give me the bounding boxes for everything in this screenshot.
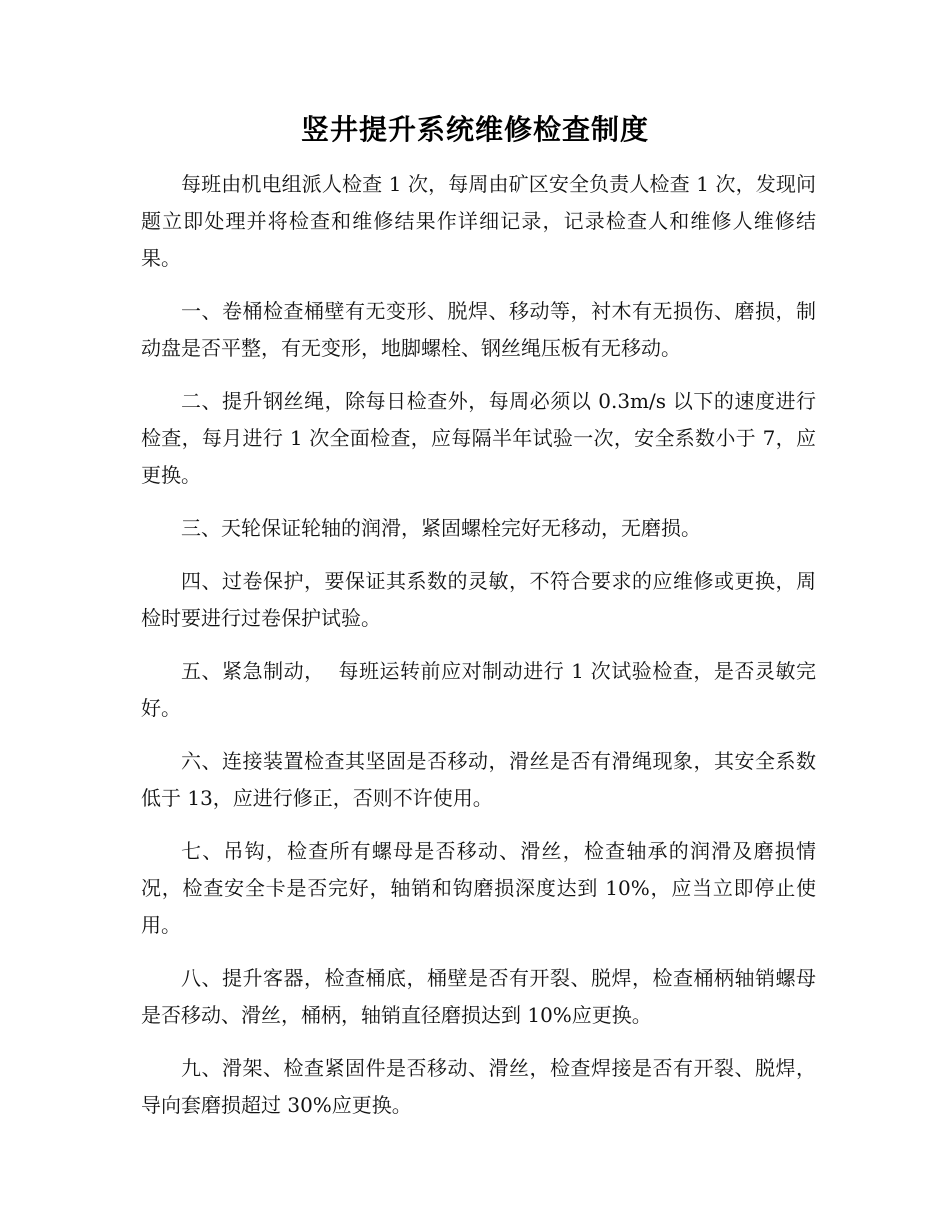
section-6-paragraph: 六、连接装置检查其坚固是否移动，滑丝是否有滑绳现象，其安全系数低于 13，应进行修正，否则不许使用。 [141,749,816,810]
section-9-paragraph: 九、滑架、检查紧固件是否移动、滑丝，检查焊接是否有开裂、脱焊，导向套磨损超过 30%应更换。 [141,1056,816,1117]
section-2-paragraph: 二、提升钢丝绳，除每日检查外，每周必须以 0.3m/s 以下的速度进行检查，每月进行 1 次全面检查，应每隔半年试验一次，安全系数小于 7，应更换。 [141,389,816,487]
section-5-paragraph: 五、紧急制动， 每班运转前应对制动进行 1 次试验检查，是否灵敏完好。 [141,659,816,720]
section-7-paragraph: 七、吊钩，检查所有螺母是否移动、滑丝，检查轴承的润滑及磨损情况，检查安全卡是否完好，轴销和钩磨损深度达到 10%，应当立即停止使用。 [141,839,816,937]
intro-paragraph: 每班由机电组派人检查 1 次，每周由矿区安全负责人检查 1 次，发现问题立即处理并将检查和维修结果作详细记录，记录检查人和维修人维修结果。 [141,172,816,270]
document-title: 竖井提升系统维修检查制度 [300,113,649,146]
document-body [141,166,816,1140]
section-3-paragraph: 三、天轮保证轮轴的润滑，紧固螺栓完好无移动，无磨损。 [181,516,701,540]
section-1-paragraph: 一、卷桶检查桶壁有无变形、脱焊、移动等，衬木有无损伤、磨损，制动盘是否平整，有无变形，地脚螺栓、钢丝绳压板有无移动。 [141,299,816,360]
section-4-paragraph: 四、过卷保护，要保证其系数的灵敏，不符合要求的应维修或更换，周检时要进行过卷保护试验。 [141,569,816,630]
section-8-paragraph: 八、提升客器，检查桶底，桶壁是否有开裂、脱焊，检查桶柄轴销螺母是否移动、滑丝，桶柄，轴销直径磨损达到 10%应更换。 [141,966,816,1027]
